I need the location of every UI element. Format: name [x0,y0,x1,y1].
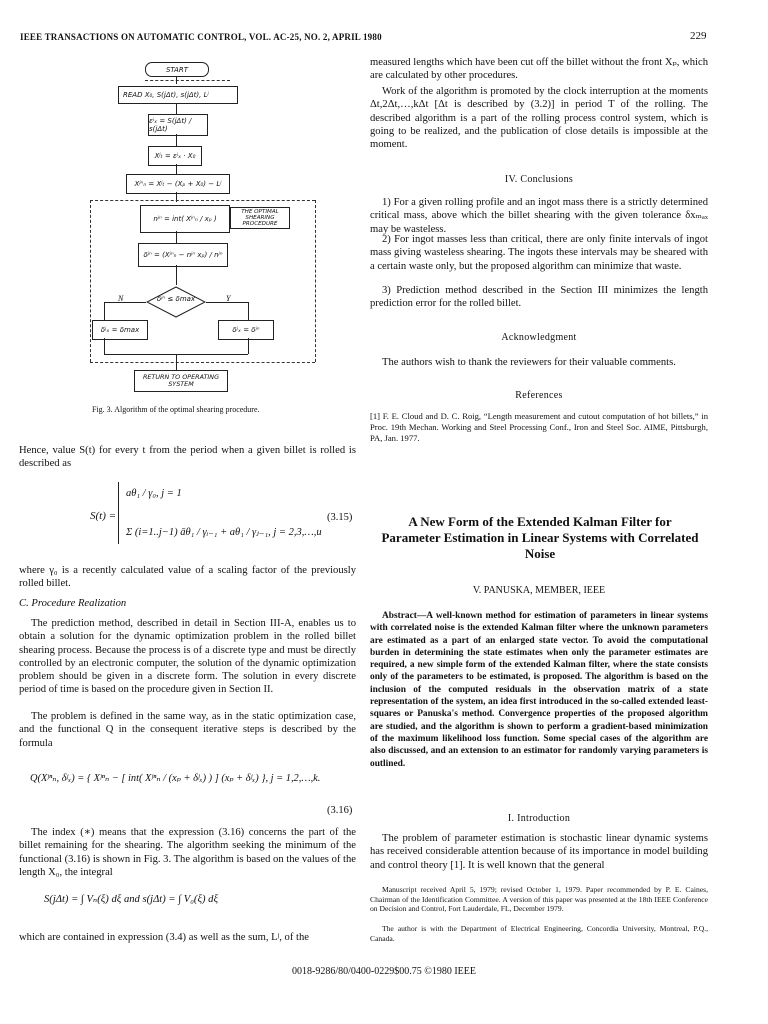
right-paragraph-2: Work of the algorithm is promoted by the clock interruption at the moments Δt,2Δt,…,kΔt [Δt is described by (3.2)] in period T of the rolling. The described algorithm is a part of the rolling process control system, which is going to be realized, and the publication of close details is impossible at the moment. [370,86,708,151]
paper-author: V. PANUSKA, MEMBER, IEEE [472,585,606,596]
flow-delta: δʲⁿ = (Xʲⁿₙ − nʲⁿ xₚ) / nʲⁿ [138,243,228,267]
subsection-procedure-realization: C. Procedure Realization [19,598,127,609]
left-paragraph-1: Hence, value S(t) for every t from the period when a given billet is rolled is described as [19,445,356,470]
page-footer: 0018-9286/80/0400-0229$00.75 ©1980 IEEE [292,966,476,977]
figure-caption: Fig. 3. Algorithm of the optimal shearing procedure. [92,405,260,414]
footnote-affiliation: The author is with the Department of Electrical Engineering, Concordia University, Montreal, P.Q., Canada. [370,924,708,943]
conclusion-2: 2) For ingot masses less than critical, there are only finite intervals of ingot mass giving wasteless shearing. The ingots these intervals may be sheared with a certain waste only, but the proposed algorithm can minimize that waste. [370,234,708,272]
conclusion-1: 1) For a given rolling profile and an ingot mass there is a strictly determined critical mass, above which the billet shearing with the given tolerance δxₘₐₓ may be wasteless. [370,197,708,235]
flow-left-output: δʲₓ = δmax [92,320,148,340]
paper-title: A New Form of the Extended Kalman Filter for Parameter Estimation in Linear Systems with Correlated Noise [381,514,699,561]
eq-integrals: S(jΔt) = ∫ Vₙ(ξ) dξ and s(jΔt) = ∫ V₀(ξ) dξ [44,894,218,905]
left-paragraph-6: which are contained in expression (3.4) as well as the sum, Lʲ, of the [19,932,309,943]
flow-optimal: THE OPTIMAL SHEARING PROCEDURE [230,207,290,229]
eq-3-16-label: (3.16) [327,805,353,816]
footnote-manuscript: Manuscript received April 5, 1979; revised October 1, 1979. Paper recommended by P. E. Caines, Chairman of the Identification Committee. A version of this paper was presented at the 18th IEEE Conference on Decision and Control, Fort Lauderdale, FL, December 1979. [370,885,708,914]
flow-decision: δʲⁿ ≤ δmax [156,295,196,303]
flow-no-label: N [118,294,124,303]
page-number: 229 [690,30,707,42]
flow-right-output: δʲₓ = δʲⁿ [218,320,274,340]
paper-abstract: Abstract—A well-known method for estimation of parameters in linear systems with correlated noise is the extended Kalman filter where the unknown parameters are estimated as a part of an enlarged state vector. To avoid the computational burden in determining the state estimates when only the parameter estimates are required, a new simple form of the extended Kalman filter, where the state consists only of the parameters to be estimated, is proposed. The algorithm is based on the inclusion of the computed residuals in the observation matrix of a state representation of the system, an idea first introduced in the so-called extended least-squares or Panuska's method. Convergence properties of the proposed algorithm are studied, and the algorithm is shown to perform a gradient-based minimization of the maximum likelihood loss function. Some special cases of the algorithm are also discussed, and an extension to an estimator for randomly varying parameters is outlined. [370,611,708,769]
section-acknowledgment: Acknowledgment [501,332,577,343]
flow-yes-label: Y [226,294,231,303]
flow-xc: Xʲₜ = εʲₓ · X₀ [148,146,202,166]
flow-return: RETURN TO OPERATING SYSTEM [134,370,228,392]
section-introduction: I. Introduction [507,813,571,824]
conclusion-3: 3) Prediction method described in the Section III minimizes the length prediction error for the rolled billet. [370,285,708,310]
right-paragraph-1: measured lengths which have been cut off the billet without the front Xₚ, which are calculated by other procedures. [370,57,708,82]
eq-3-15-case1: aθ₁ / γ₀, j = 1 [126,488,182,499]
flow-start: START [145,62,209,77]
eq-3-15-lhs: S(t) = [90,510,117,522]
journal-header: IEEE TRANSACTIONS ON AUTOMATIC CONTROL, VOL. AC-25, NO. 2, APRIL 1980 [20,32,382,42]
left-paragraph-3: The prediction method, described in detail in Section III-A, enables us to obtain a solution for the dynamic optimization problem in the rolled billet shearing process. Because the process is of a discrete type and must be directly controlled by an electronic computer, the solution of the dynamic optimization problem should be given in a discrete form. The solution in every discrete period of time is based on the procedure given in Section II. [19,618,356,696]
left-paragraph-5: The index (∗) means that the expression (3.16) concerns the part of the billet remaining for the shearing. The algorithm seeking the minimum of the functional (3.16) is shown in Fig. 3. The algorithm is based on the values of the length X₀, the integral [19,827,356,878]
left-paragraph-2: where γ₀ is a recently calculated value of a scaling factor of the previously rolled billet. [19,565,356,590]
eq-3-16: Q(Xʲⁿₙ, δʲₓ) = { Xʲⁿₙ − [ int( Xʲⁿₙ / (xₚ + δʲₓ) ) ] (xₚ + δʲₓ) }, j = 1,2,…,k. [30,773,321,784]
introduction-text: The problem of parameter estimation is stochastic linear dynamic systems has received considerable attention because of its importance in model building and control theory [1]. It is well known that the general [370,833,708,871]
section-references: References [515,390,563,401]
flow-nint: nʲⁿ = int( Xʲⁿₙ / xₚ ) [140,205,230,233]
reference-1: [1] F. E. Cloud and D. C. Roig, “Length measurement and cutout computation of hot billets,” in Proc. 19th Mechan. Working and Steel Processing Conf., Iron and Steel Soc. AIME, Pittsburgh, PA, Jan. 1977. [370,411,708,443]
acknowledgment-text: The authors wish to thank the reviewers for their valuable comments. [382,357,676,368]
eq-3-15-label: (3.15) [327,512,353,523]
eq-3-15-case2: Σ (i=1..j−1) āθ₁ / γᵢ₋₁ + aθ₁ / γⱼ₋₁, j = 2,3,…,u [126,527,322,538]
left-paragraph-4: The problem is defined in the same way, as in the static optimization case, and the functional Q in the consequent iterative steps is described by the formula [19,711,356,749]
flow-read: READ X₀, S(jΔt), s(jΔt), Lʲ [118,86,238,104]
flow-eps: εʲₓ = S(jΔt) / s(jΔt) [148,114,208,136]
flow-xn: Xʲⁿₙ = Xʲₜ − (Xₚ + X₀) − Lʲ [126,174,230,194]
section-conclusions: IV. Conclusions [504,174,574,185]
